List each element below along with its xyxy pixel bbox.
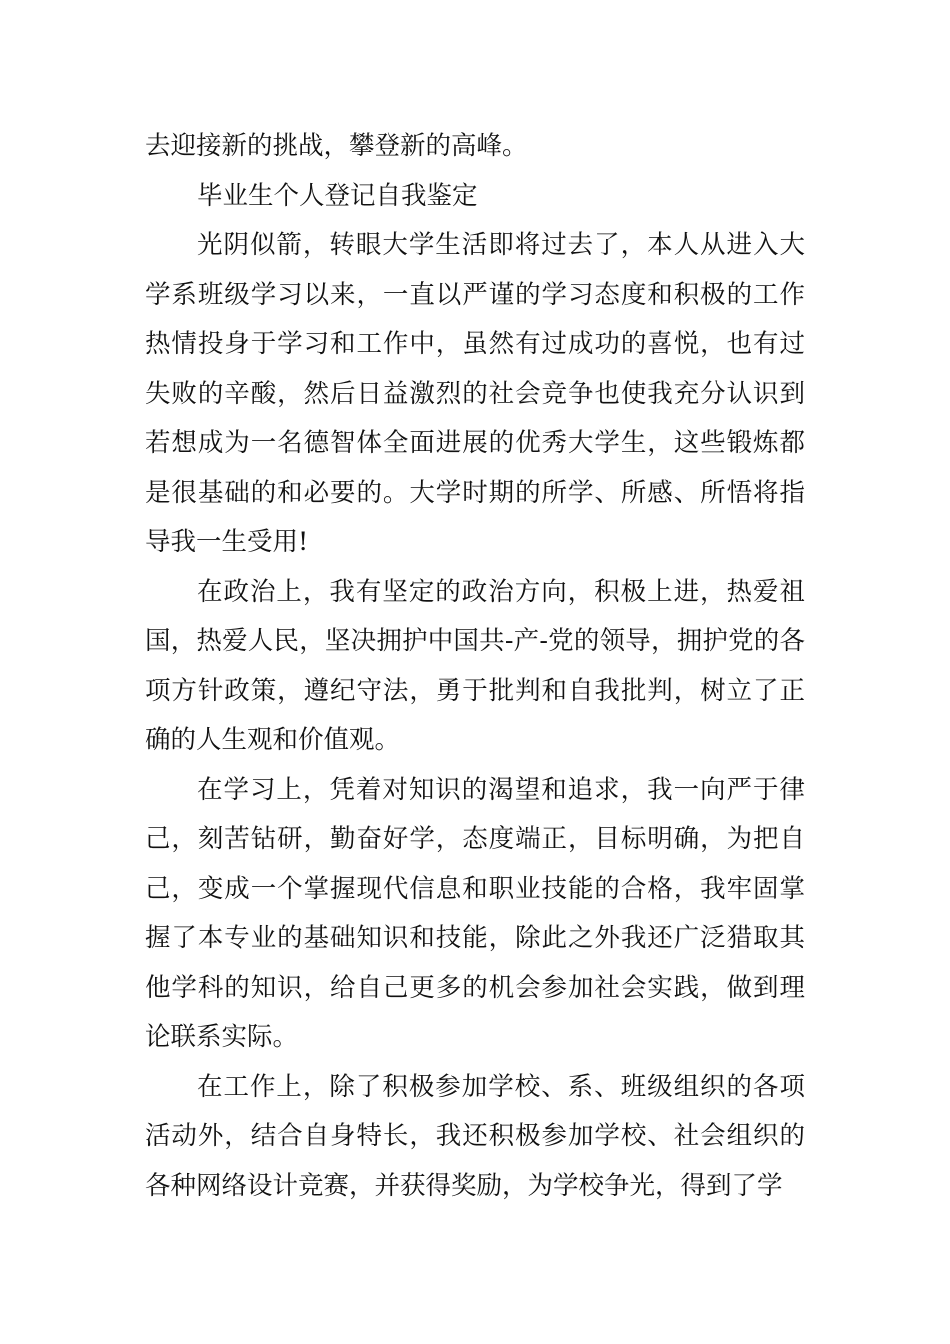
body-paragraph-study: 在学习上，凭着对知识的渴望和追求，我一向严于律己，刻苦钻研，勤奋好学，态度端正，目标明确，为把自己，变成一个掌握现代信息和职业技能的合格，我牢固掌握了本专业的基础知识和技能，除此之外我还广泛猎取其他学科的知识，给自己更多的机会参加社会实践，做到理论联系实际。 bbox=[145, 774, 805, 1052]
body-paragraph-politics: 在政治上，我有坚定的政治方向，积极上进，热爱祖国，热爱人民，坚决拥护中国共-产-党的领导，拥护党的各项方针政策，遵纪守法，勇于批判和自我批判，树立了正确的人生观和价值观。 bbox=[145, 576, 805, 755]
continued-paragraph: 去迎接新的挑战，攀登新的高峰。 bbox=[145, 131, 528, 161]
body-paragraph-intro: 光阴似箭，转眼大学生活即将过去了，本人从进入大学系班级学习以来，一直以严谨的学习态度和积极的工作热情投身于学习和工作中，虽然有过成功的喜悦，也有过失败的辛酸，然后日益激烈的社会竞争也使我充分认识到若想成为一名德智体全面进展的优秀大学生，这些锻炼都是很基础的和必要的。大学时期的所学、所感、所悟将指导我一生受用! bbox=[145, 230, 805, 557]
document-body bbox=[145, 122, 805, 1211]
body-paragraph-work: 在工作上，除了积极参加学校、系、班级组织的各项活动外，结合自身特长，我还积极参加学校、社会组织的各种网络设计竞赛，并获得奖励，为学校争光，得到了学 bbox=[145, 1071, 805, 1201]
section-heading: 毕业生个人登记自我鉴定 bbox=[197, 180, 478, 211]
